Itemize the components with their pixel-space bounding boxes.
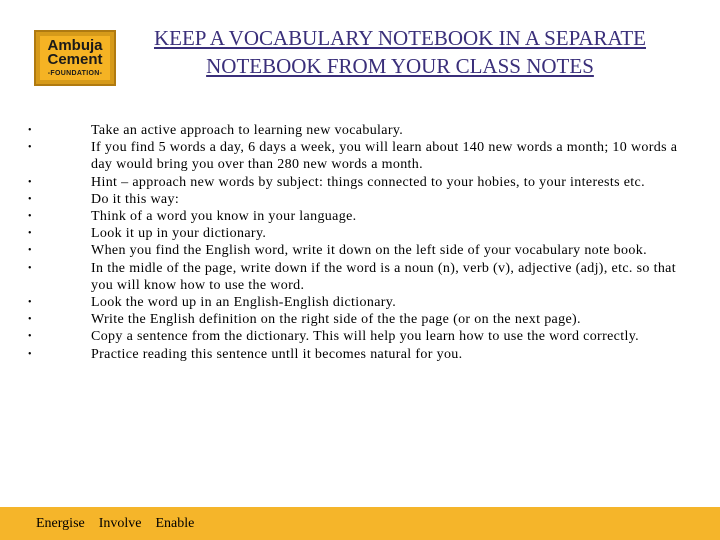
ambuja-cement-foundation-logo xyxy=(34,30,116,86)
logo-line-ambuja: Ambuja xyxy=(47,36,103,54)
bullet-dot: • xyxy=(28,314,32,326)
footer-word-enable: Enable xyxy=(155,516,195,531)
footer-tagline xyxy=(36,516,208,532)
bullet-text: Practice reading this sentence untll it becomes natural for you. xyxy=(91,346,463,362)
bullet-item xyxy=(28,174,698,191)
bullet-dot: • xyxy=(28,228,32,240)
bullet-dot: • xyxy=(28,211,32,223)
logo-line-foundation: -FOUNDATION- xyxy=(47,69,103,77)
bullet-item xyxy=(28,260,698,294)
bullet-text: Think of a word you know in your language. xyxy=(91,209,357,225)
bullet-item xyxy=(28,208,698,225)
bullet-text: Copy a sentence from the dictionary. This will help you learn how to use the word correctly. xyxy=(91,329,639,345)
bullet-item xyxy=(28,294,698,311)
bullet-text: Do it this way: xyxy=(91,191,180,207)
bullet-text: If you find 5 words a day, 6 days a week, you will learn about 140 new words a month; 10 words a day would bring you over than 280 new words a month. xyxy=(91,140,678,173)
footer-word-involve: Involve xyxy=(98,516,142,531)
bullet-dot: • xyxy=(28,125,32,136)
bullet-item xyxy=(28,328,698,345)
bullet-text: Write the English definition on the right side of the the page (or on the next page). xyxy=(91,312,581,328)
bullet-text: Take an active approach to learning new vocabulary. xyxy=(91,123,404,138)
bullet-item xyxy=(28,346,698,363)
bullet-text: Hint – approach new words by subject: things connected to your hobies, to your interests etc. xyxy=(91,174,645,190)
bullet-dot: • xyxy=(28,297,32,309)
bullet-dot: • xyxy=(28,176,32,188)
bullet-dot: • xyxy=(28,331,32,343)
logo-badge xyxy=(40,36,110,80)
bullet-list xyxy=(28,122,698,363)
bullet-item xyxy=(28,122,698,139)
bullet-text: When you find the English word, write it down on the left side of your vocabulary note book. xyxy=(91,243,647,259)
footer-bar xyxy=(0,507,720,540)
bullet-dot: • xyxy=(28,262,32,274)
bullet-text: Look it up in your dictionary. xyxy=(91,226,267,242)
bullet-text: Look the word up in an English-English dictionary. xyxy=(91,295,397,311)
logo-line-cement: Cement xyxy=(47,50,103,68)
bullet-dot: • xyxy=(28,348,32,360)
bullet-item xyxy=(28,139,698,173)
bullet-text: In the midle of the page, write down if the word is a noun (n), verb (v), adjective (adj), etc. so that you will know how to use the word. xyxy=(91,260,676,293)
bullet-item xyxy=(28,242,698,259)
bullet-item xyxy=(28,225,698,242)
bullet-item xyxy=(28,311,698,328)
bullet-dot: • xyxy=(28,245,32,257)
slide-title: KEEP A VOCABULARY NOTEBOOK IN A SEPARATE NOTEBOOK FROM YOUR CLASS NOTES xyxy=(153,26,646,78)
bullet-dot: • xyxy=(28,142,32,154)
bullet-dot: • xyxy=(28,193,32,205)
bullet-item xyxy=(28,191,698,208)
footer-word-energise: Energise xyxy=(36,516,85,531)
